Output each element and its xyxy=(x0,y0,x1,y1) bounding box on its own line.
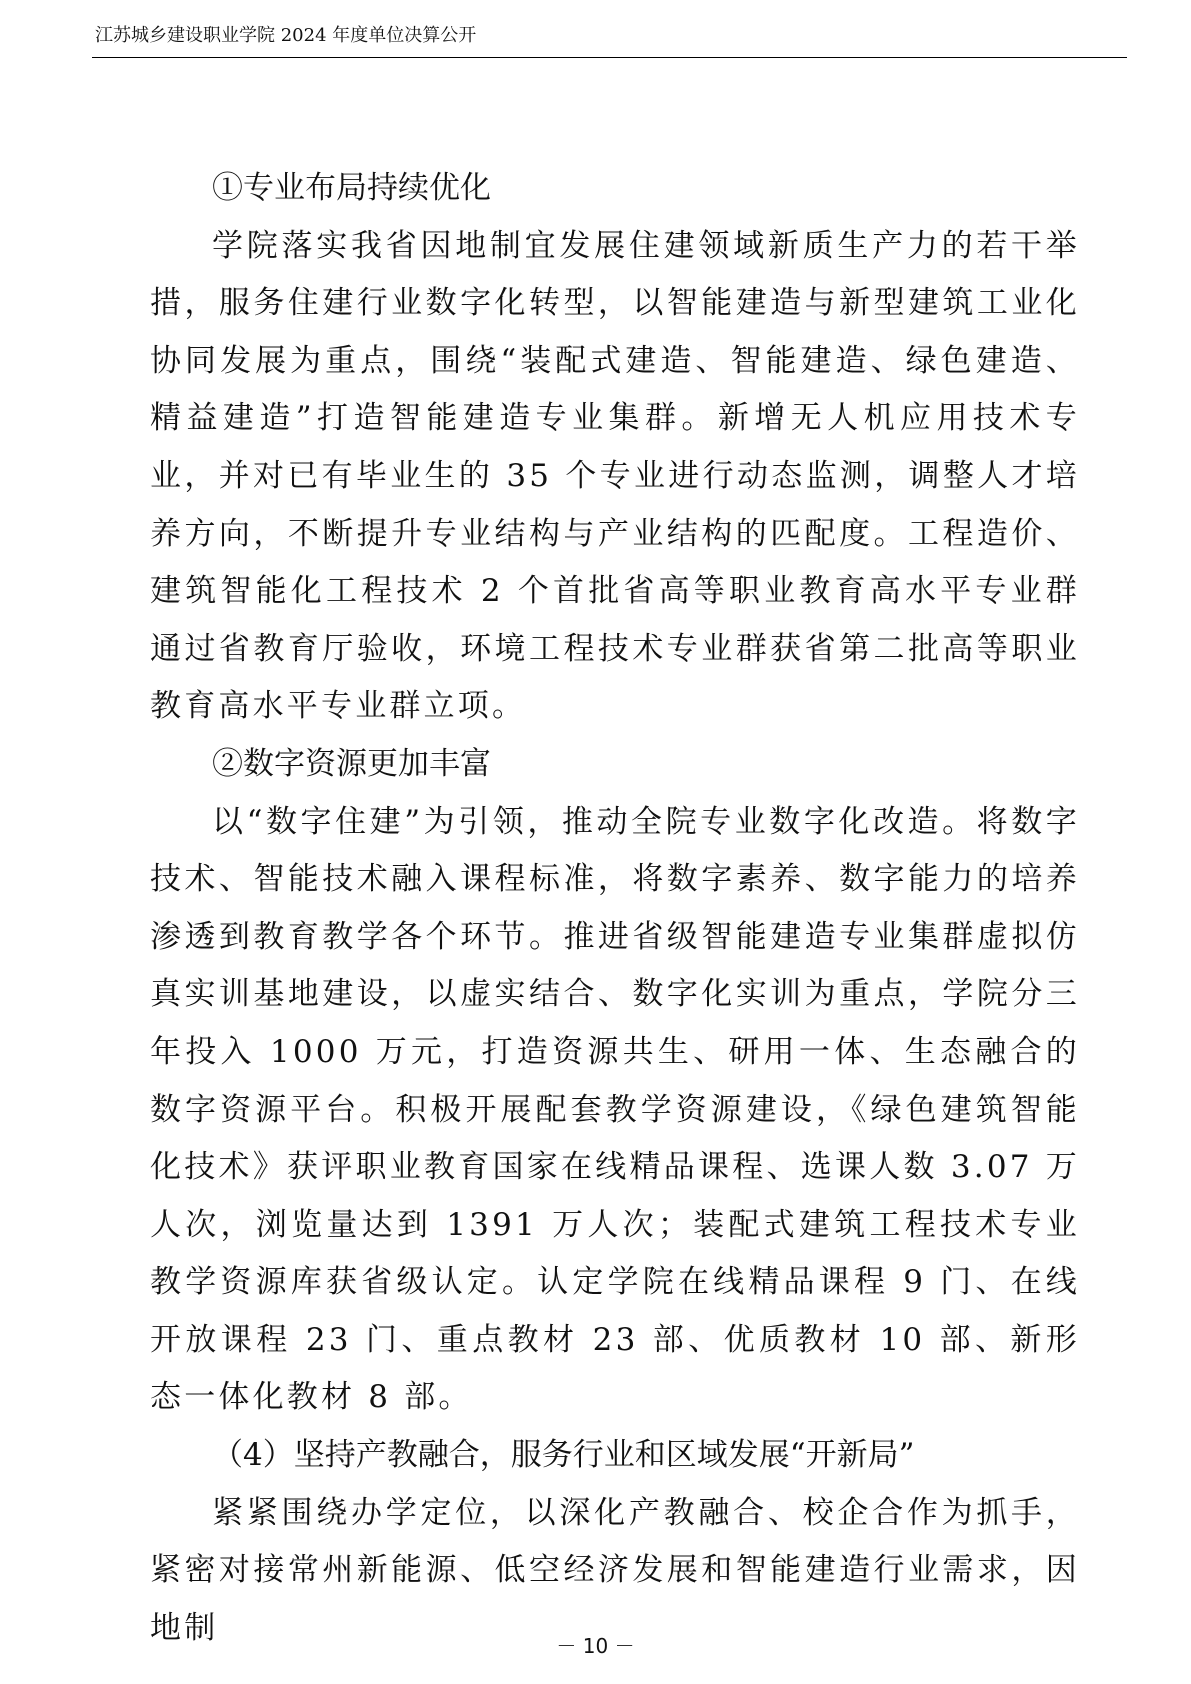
paragraph-industry-education: 紧紧围绕办学定位，以深化产教融合、校企合作为抓手，紧密对接常州新能源、低空经济发展和智能建造行业需求，因地制 xyxy=(150,1494,1080,1646)
page-number: － 10 － xyxy=(556,1634,635,1658)
document-header: 江苏城乡建设职业学院 2024 年度单位决算公开 xyxy=(95,25,477,46)
section-heading-professional-layout: ①专业布局持续优化 xyxy=(212,170,491,206)
section-heading-digital-resources: ②数字资源更加丰富 xyxy=(212,745,491,782)
paragraph-professional-layout: 学院落实我省因地制宜发展住建领域新质生产力的若干举措，服务住建行业数字化转型，以智能建造与新型建筑工业化协同发展为重点，围绕“装配式建造、智能建造、绿色建造、精益建造”打造智能建造专业集群。新增无人机应用技术专业，并对已有毕业生的 35 个专业进行动态监测，调整人才培养方向，不断提升专业结构与产业结构的匹配度。工程造价、建筑智能化工程技术 2 个首批省高等职业教育高水平专业群通过省教育厅验收，环境工程技术专业群获省第二批高等职业教育高水平专业群立项。 xyxy=(150,227,1080,725)
header-divider xyxy=(92,57,1127,58)
section-heading-industry-education: （4）坚持产教融合，服务行业和区域发展“开新局” xyxy=(212,1437,915,1474)
document-body xyxy=(150,160,1080,1657)
paragraph-digital-resources: 以“数字住建”为引领，推动全院专业数字化改造。将数字技术、智能技术融入课程标准，将数字素养、数字能力的培养渗透到教育教学各个环节。推进省级智能建造专业集群虚拟仿真实训基地建设，以虚实结合、数字化实训为重点，学院分三年投入 1000 万元，打造资源共生、研用一体、生态融合的数字资源平台。积极开展配套教学资源建设，《绿色建筑智能化技术》获评职业教育国家在线精品课程、选课人数 3.07 万人次，浏览量达到 1391 万人次；装配式建筑工程技术专业教学资源库获省级认定。认定学院在线精品课程 9 门、在线开放课程 23 门、重点教材 23 部、优质教材 10 部、新形态一体化教材 8 部。 xyxy=(150,803,1080,1416)
